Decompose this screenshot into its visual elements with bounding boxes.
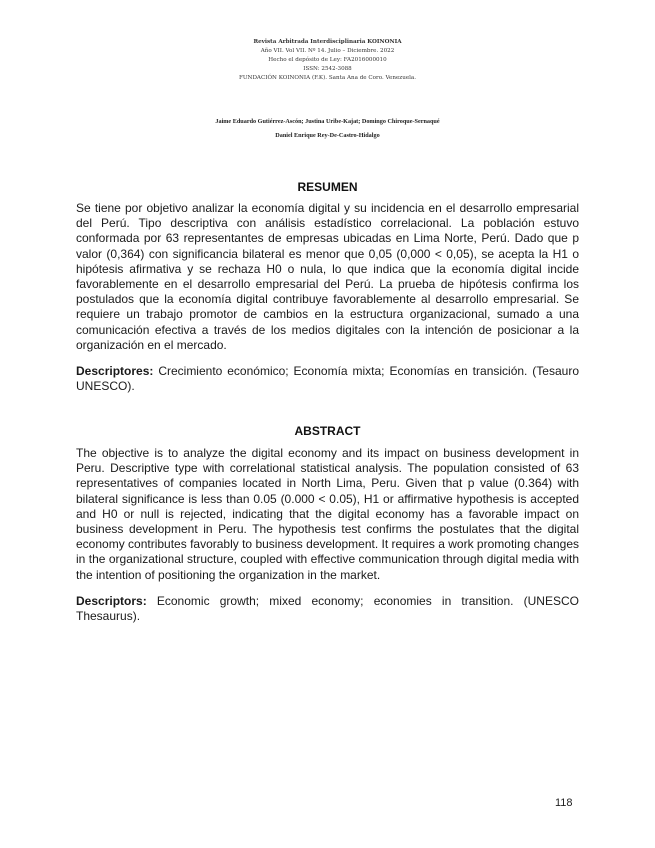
resumen-paragraph: Se tiene por objetivo analizar la economía digital y su incidencia en el desarrollo empresarial del Perú. Tipo descriptiva con análisis estadístico correlacional. La población estuvo conformada por 63 representantes de empresas ubicadas en Lima Norte, Perú. Dado que p valor (0,364) con significancia bilateral es menor que 0,05 (0,000 < 0,05), se acepta la H1 o hipótesis afirmativa y se rechaza H0 o nula, lo que indica que la economía digital incide favorablemente en el desarrollo empresarial del Perú. La prueba de hipótesis confirma los postulados que la economía digital contribuye favorablemente al desarrollo empresarial. Se requiere un trabajo promotor de cambios en la estructura organizacional, sumado a una comunicación efectiva a través de los medios digitales con la intención de posicionar a la organización en el mercado. [76, 201, 579, 352]
journal-foundation: FUNDACIÓN KOINONIA (F.K). Santa Ana de Coro. Venezuela. [238, 75, 417, 81]
author-list [0, 115, 655, 143]
abstract-heading: ABSTRACT [294, 424, 361, 438]
resumen-keywords-label: Descriptores: [76, 364, 154, 378]
journal-header [0, 38, 655, 83]
resumen-keywords [76, 364, 579, 394]
journal-issn: ISSN: 2542-3088 [303, 66, 352, 72]
journal-volume: Año VII. Vol VII. Nº 14. Julio – Diciembre. 2022 [260, 48, 395, 54]
abstract-keywords-label: Descriptors: [76, 594, 147, 608]
abstract-keywords-list: Economic growth; mixed economy; economies in transition. (UNESCO Thesaurus). [76, 594, 579, 624]
journal-title: Revista Arbitrada Interdisciplinaria KOINONIA [253, 39, 402, 45]
abstract-paragraph: The objective is to analyze the digital economy and its impact on business development in Peru. Descriptive type with correlational statistical analysis. The population consisted of 63 representatives of companies located in North Lima, Peru. Given that p value (0.364) with bilateral significance is less than 0.05 (0.000 < 0.05), H1 or affirmative hypothesis is accepted and H0 or null is rejected, indicating that the digital economy has a favorable impact on business development in Peru. The hypothesis test confirms the postulates that the digital economy contributes favorably to business development. It requires a work promoting changes in the organizational structure, coupled with effective communication through digital media with the intention of positioning the organization in the market. [76, 446, 579, 582]
resumen-heading: RESUMEN [297, 180, 358, 194]
page-number: 118 [555, 797, 573, 809]
authors-line-2: Daniel Enrique Rey-De-Castro-Hidalgo [275, 132, 380, 139]
authors-line-1: Jaime Eduardo Gutiérrez-Ascón; Justina Uribe-Kajat; Domingo Chiroque-Sernaqué [215, 118, 440, 125]
journal-deposit: Hecho el depósito de Ley: FA2016000010 [268, 57, 387, 63]
resumen-keywords-list: Crecimiento económico; Economía mixta; Economías en transición. (Tesauro UNESCO). [76, 364, 579, 394]
abstract-keywords [76, 594, 579, 624]
